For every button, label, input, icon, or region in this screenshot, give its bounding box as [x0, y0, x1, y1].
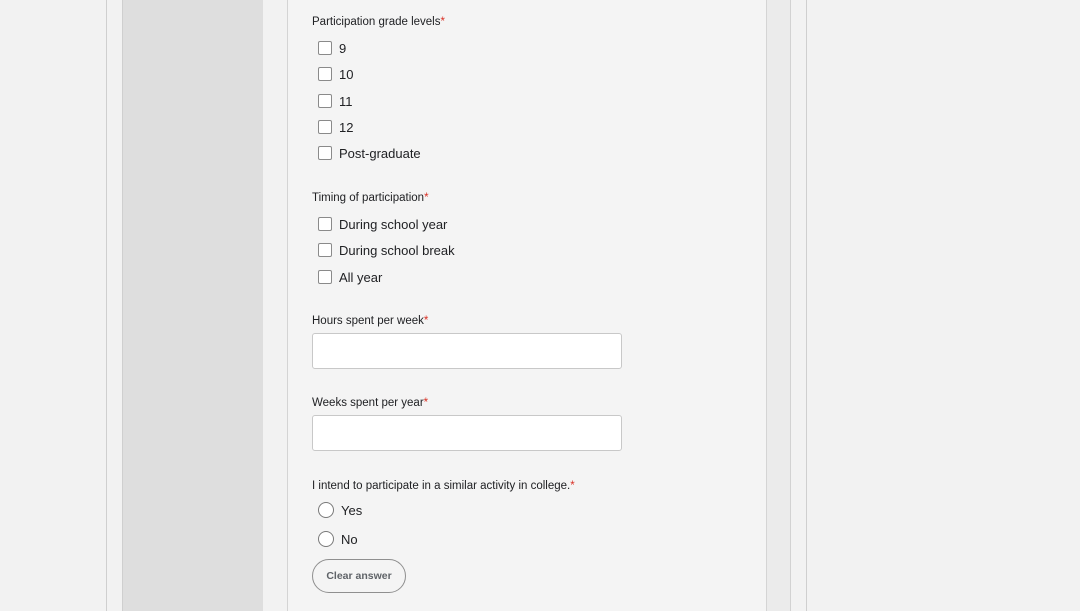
- option-label: No: [341, 531, 358, 547]
- radio-button[interactable]: [318, 531, 334, 547]
- checkbox[interactable]: [318, 67, 332, 81]
- weeks-per-year-input[interactable]: [312, 415, 622, 451]
- grade-option-12[interactable]: [318, 117, 353, 137]
- page-right-border: [806, 0, 807, 611]
- checkbox[interactable]: [318, 94, 332, 108]
- timing-option-school-year[interactable]: [318, 214, 447, 234]
- option-label: All year: [339, 269, 383, 285]
- option-label: 10: [339, 66, 354, 82]
- required-asterisk: *: [440, 16, 445, 28]
- required-asterisk: *: [570, 480, 575, 492]
- required-asterisk: *: [423, 397, 429, 409]
- form-card: [287, 0, 767, 611]
- option-label: 11: [339, 93, 353, 109]
- option-label: During school year: [339, 216, 448, 232]
- timing-option-all-year[interactable]: [318, 267, 382, 287]
- grade-levels-label: Participation grade levels*: [312, 16, 445, 28]
- option-label: 12: [339, 119, 354, 135]
- checkbox[interactable]: [318, 270, 332, 284]
- right-scroll-strip: [766, 0, 791, 611]
- grade-option-10[interactable]: [318, 64, 353, 84]
- college-intent-label: I intend to participate in a similar activity in college.*: [312, 480, 575, 492]
- required-asterisk: *: [423, 315, 429, 327]
- page-left-border: [106, 0, 107, 611]
- college-intent-option-no[interactable]: [318, 529, 358, 549]
- college-intent-option-yes[interactable]: [318, 500, 362, 520]
- timing-label: Timing of participation*: [312, 192, 429, 204]
- checkbox[interactable]: [318, 243, 332, 257]
- checkbox[interactable]: [318, 120, 332, 134]
- radio-button[interactable]: [318, 502, 334, 518]
- grade-option-9[interactable]: [318, 38, 346, 58]
- option-label: Yes: [341, 502, 363, 518]
- checkbox[interactable]: [318, 146, 332, 160]
- grade-option-11[interactable]: [318, 91, 353, 111]
- grade-option-post-graduate[interactable]: [318, 143, 421, 163]
- checkbox[interactable]: [318, 217, 332, 231]
- option-label: During school break: [339, 242, 455, 258]
- hours-per-week-input[interactable]: [312, 333, 622, 369]
- checkbox[interactable]: [318, 41, 332, 55]
- weeks-per-year-label: Weeks spent per year*: [312, 397, 429, 409]
- option-label: Post-graduate: [339, 145, 421, 161]
- required-asterisk: *: [424, 192, 429, 204]
- option-label: 9: [339, 40, 347, 56]
- left-side-panel: [122, 0, 263, 611]
- hours-per-week-label: Hours spent per week*: [312, 315, 429, 327]
- clear-answer-button[interactable]: Clear answer: [312, 559, 406, 593]
- timing-option-school-break[interactable]: [318, 240, 455, 260]
